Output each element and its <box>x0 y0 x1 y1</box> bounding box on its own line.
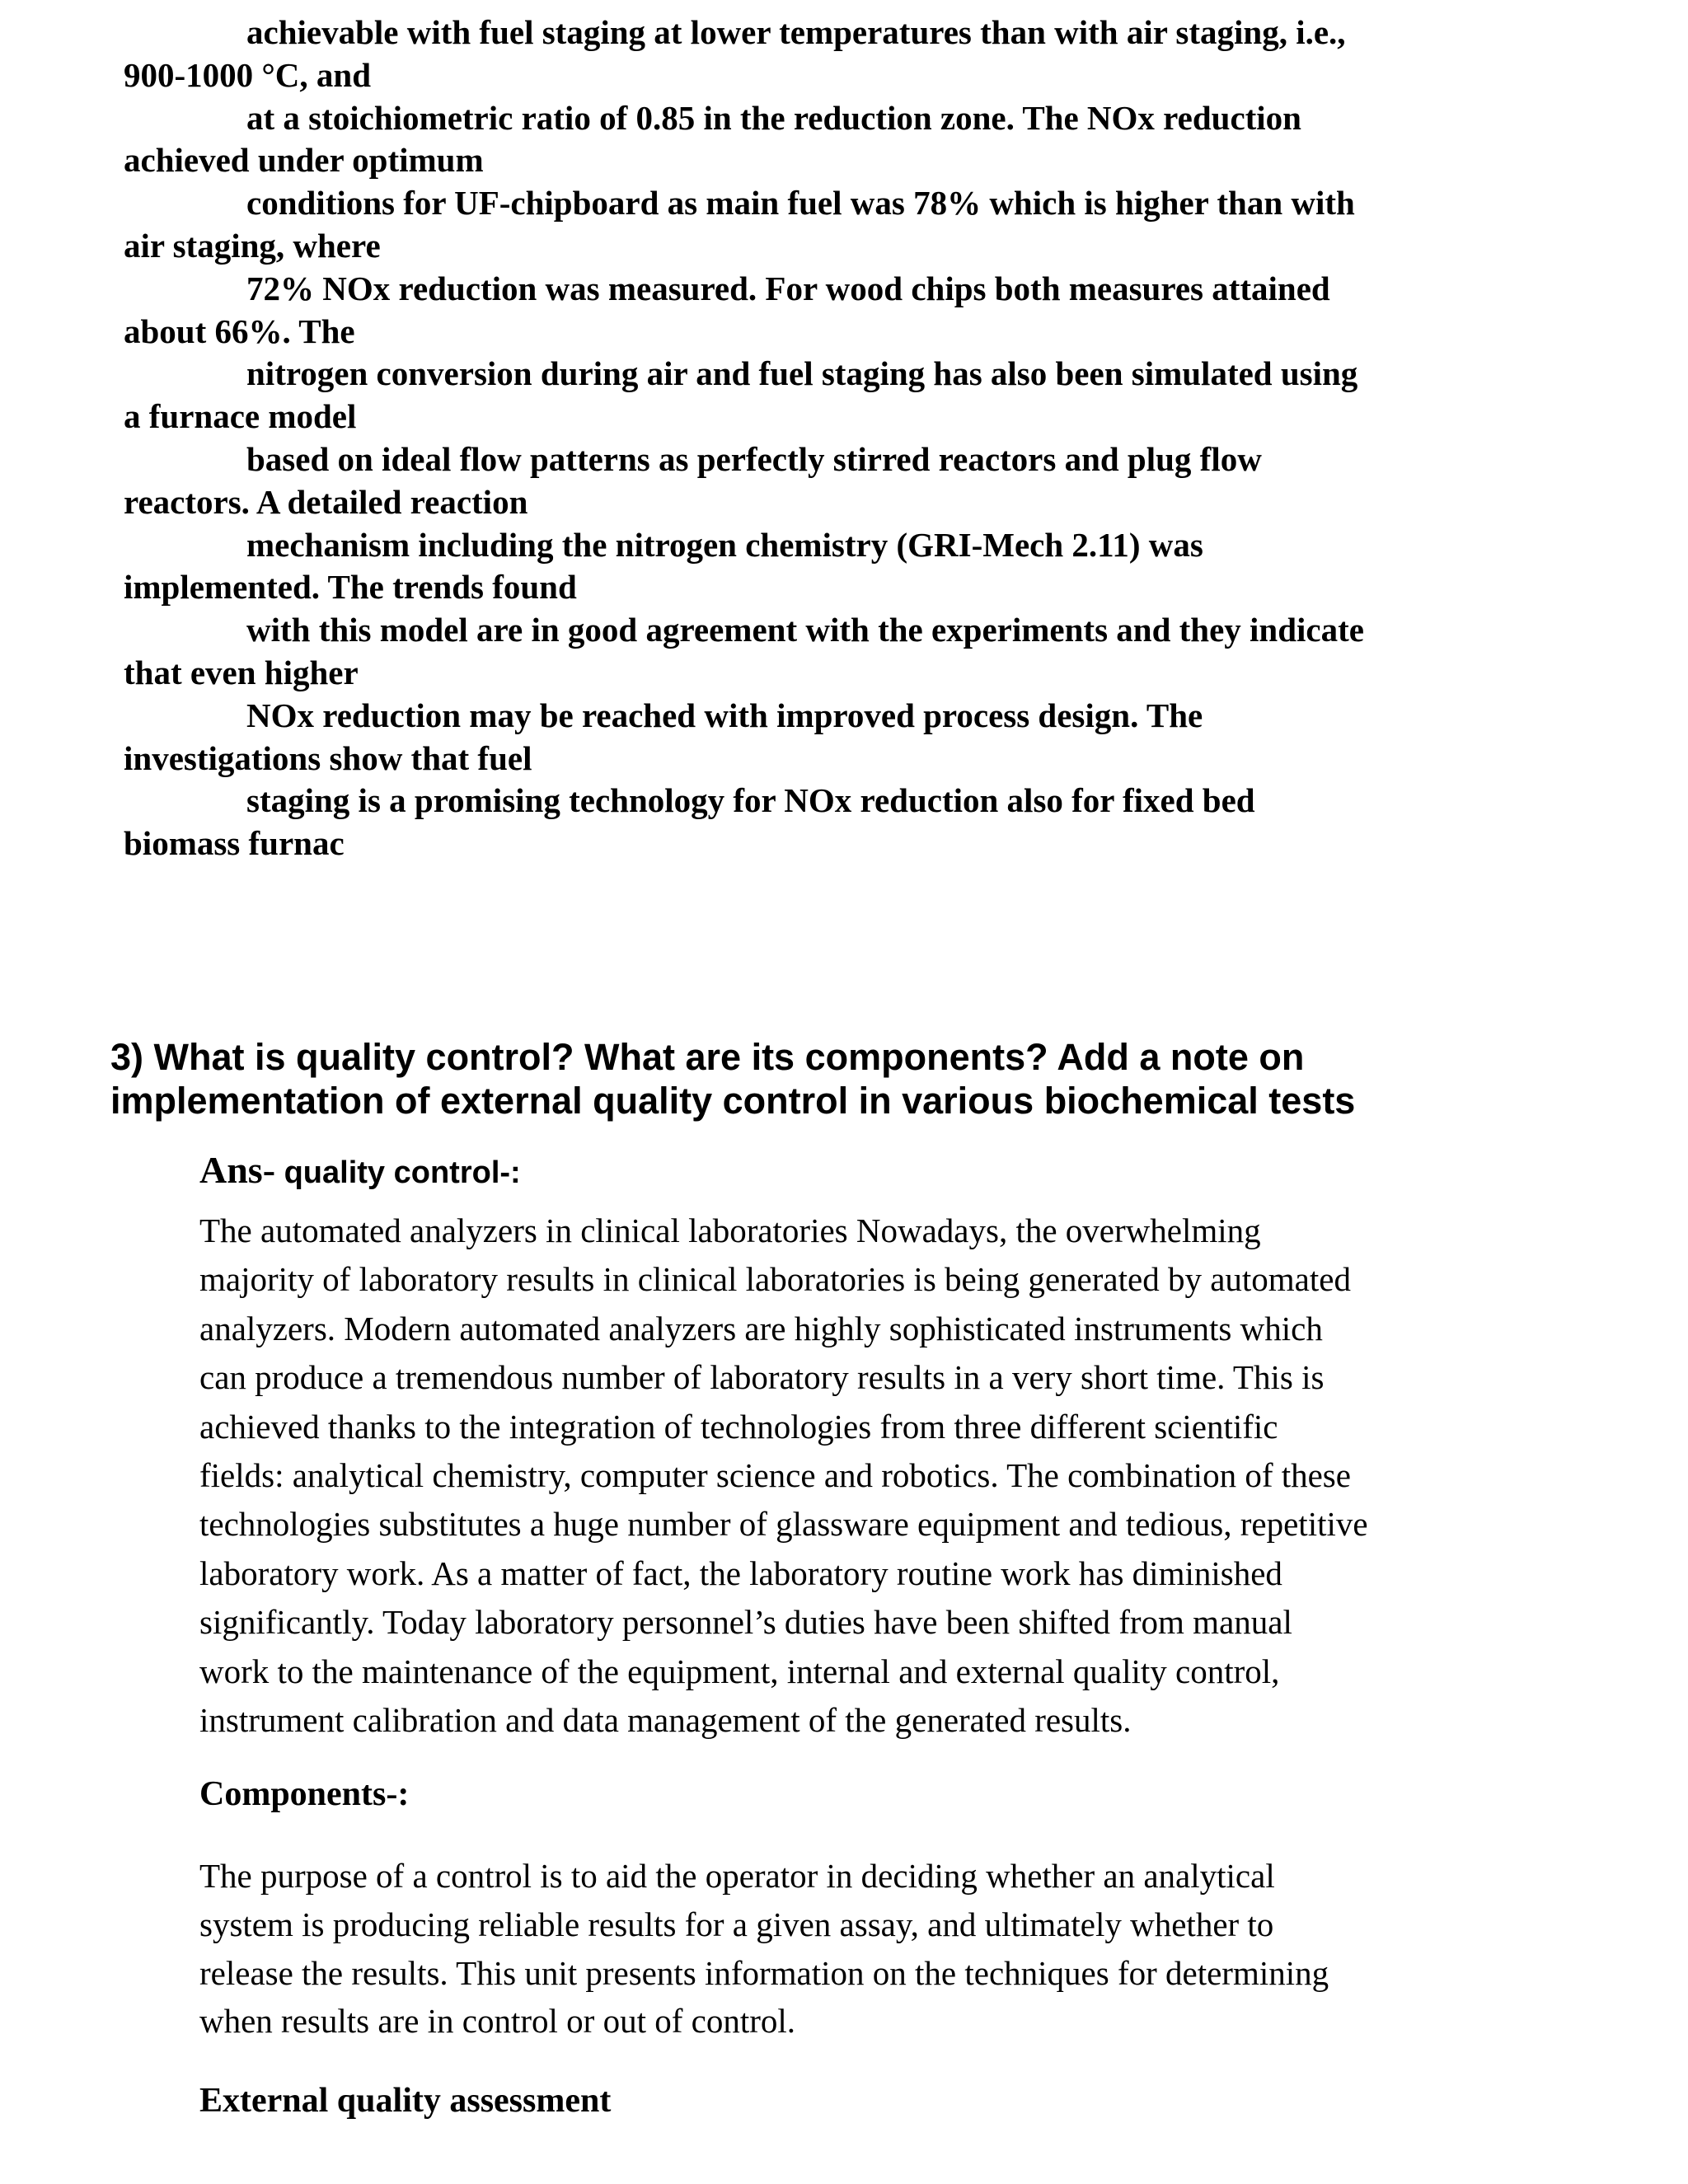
text-line: conditions for UF-chipboard as main fuel was 78% which is higher than with <box>246 184 1355 223</box>
text-line: 72% NOx reduction was measured. For wood chips both measures attained <box>246 269 1330 307</box>
text-line: that even higher <box>124 653 359 691</box>
text-line: investigations show that fuel <box>124 738 532 777</box>
text-line: achieved under optimum <box>124 141 484 180</box>
text-line: at a stoichiometric ratio of 0.85 in the reduction zone. The NOx reduction <box>246 98 1301 137</box>
answer-title: quality control-: <box>275 1155 521 1190</box>
paragraph-line: The automated analyzers in clinical laboratories Nowadays, the overwhelming <box>199 1212 1261 1249</box>
question-line: implementation of external quality control in various biochemical tests <box>110 1080 1356 1122</box>
external-quality-assessment-heading: External quality assessment <box>199 2082 612 2120</box>
continued-text-block <box>124 12 1657 865</box>
answer-paragraph-automated-analyzers <box>199 1207 1502 1745</box>
paragraph-line: system is producing reliable results for a given assay, and ultimately whether to <box>199 1905 1274 1943</box>
question-line: 3) What is quality control? What are its components? Add a note on <box>110 1036 1305 1078</box>
answer-prefix: Ans- <box>199 1149 276 1191</box>
text-line: NOx reduction may be reached with improved process design. The <box>246 696 1203 734</box>
paragraph-line: work to the maintenance of the equipment, internal and external quality control, <box>199 1652 1280 1690</box>
text-line: 900-1000 °C, and <box>124 55 372 94</box>
text-line: achievable with fuel staging at lower temperatures than with air staging, i.e., <box>246 13 1346 51</box>
paragraph-line: can produce a tremendous number of laboratory results in a very short time. This is <box>199 1358 1325 1397</box>
text-line: reactors. A detailed reaction <box>124 482 528 521</box>
text-line: nitrogen conversion during air and fuel staging has also been simulated using <box>246 354 1358 393</box>
paragraph-line: significantly. Today laboratory personnel’s duties have been shifted from manual <box>199 1603 1292 1642</box>
text-line: about 66%. The <box>124 312 355 350</box>
paragraph-line: technologies substitutes a huge number of glassware equipment and tedious, repetitive <box>199 1505 1368 1544</box>
text-line: air staging, where <box>124 226 381 265</box>
text-line: based on ideal flow patterns as perfectly stirred reactors and plug flow <box>246 439 1262 478</box>
paragraph-line: analyzers. Modern automated analyzers are highly sophisticated instruments which <box>199 1309 1323 1347</box>
paragraph-line: achieved thanks to the integration of technologies from three different scientific <box>199 1407 1278 1446</box>
text-line: implemented. The trends found <box>124 568 577 607</box>
text-line: biomass furnac <box>124 824 345 863</box>
paragraph-line: fields: analytical chemistry, computer science and robotics. The combination of these <box>199 1456 1351 1495</box>
answer-heading <box>199 1148 521 1192</box>
paragraph-line: release the results. This unit presents information on the techniques for determining <box>199 1953 1329 1992</box>
text-line: mechanism including the nitrogen chemistry (GRI-Mech 2.11) was <box>246 525 1203 564</box>
components-paragraph <box>199 1852 1502 2046</box>
text-line: staging is a promising technology for NOx reduction also for fixed bed <box>246 781 1255 820</box>
question-heading <box>110 1035 1660 1122</box>
paragraph-line: when results are in control or out of control. <box>199 2002 796 2041</box>
paragraph-line: The purpose of a control is to aid the operator in deciding whether an analytical <box>199 1857 1275 1895</box>
text-line: a furnace model <box>124 397 357 436</box>
components-heading: Components-: <box>199 1775 410 1813</box>
paragraph-line: majority of laboratory results in clinical laboratories is being generated by automated <box>199 1260 1351 1299</box>
paragraph-line: instrument calibration and data management of the generated results. <box>199 1701 1132 1740</box>
paragraph-line: laboratory work. As a matter of fact, the laboratory routine work has diminished <box>199 1554 1282 1592</box>
text-line: with this model are in good agreement with the experiments and they indicate <box>246 611 1364 649</box>
